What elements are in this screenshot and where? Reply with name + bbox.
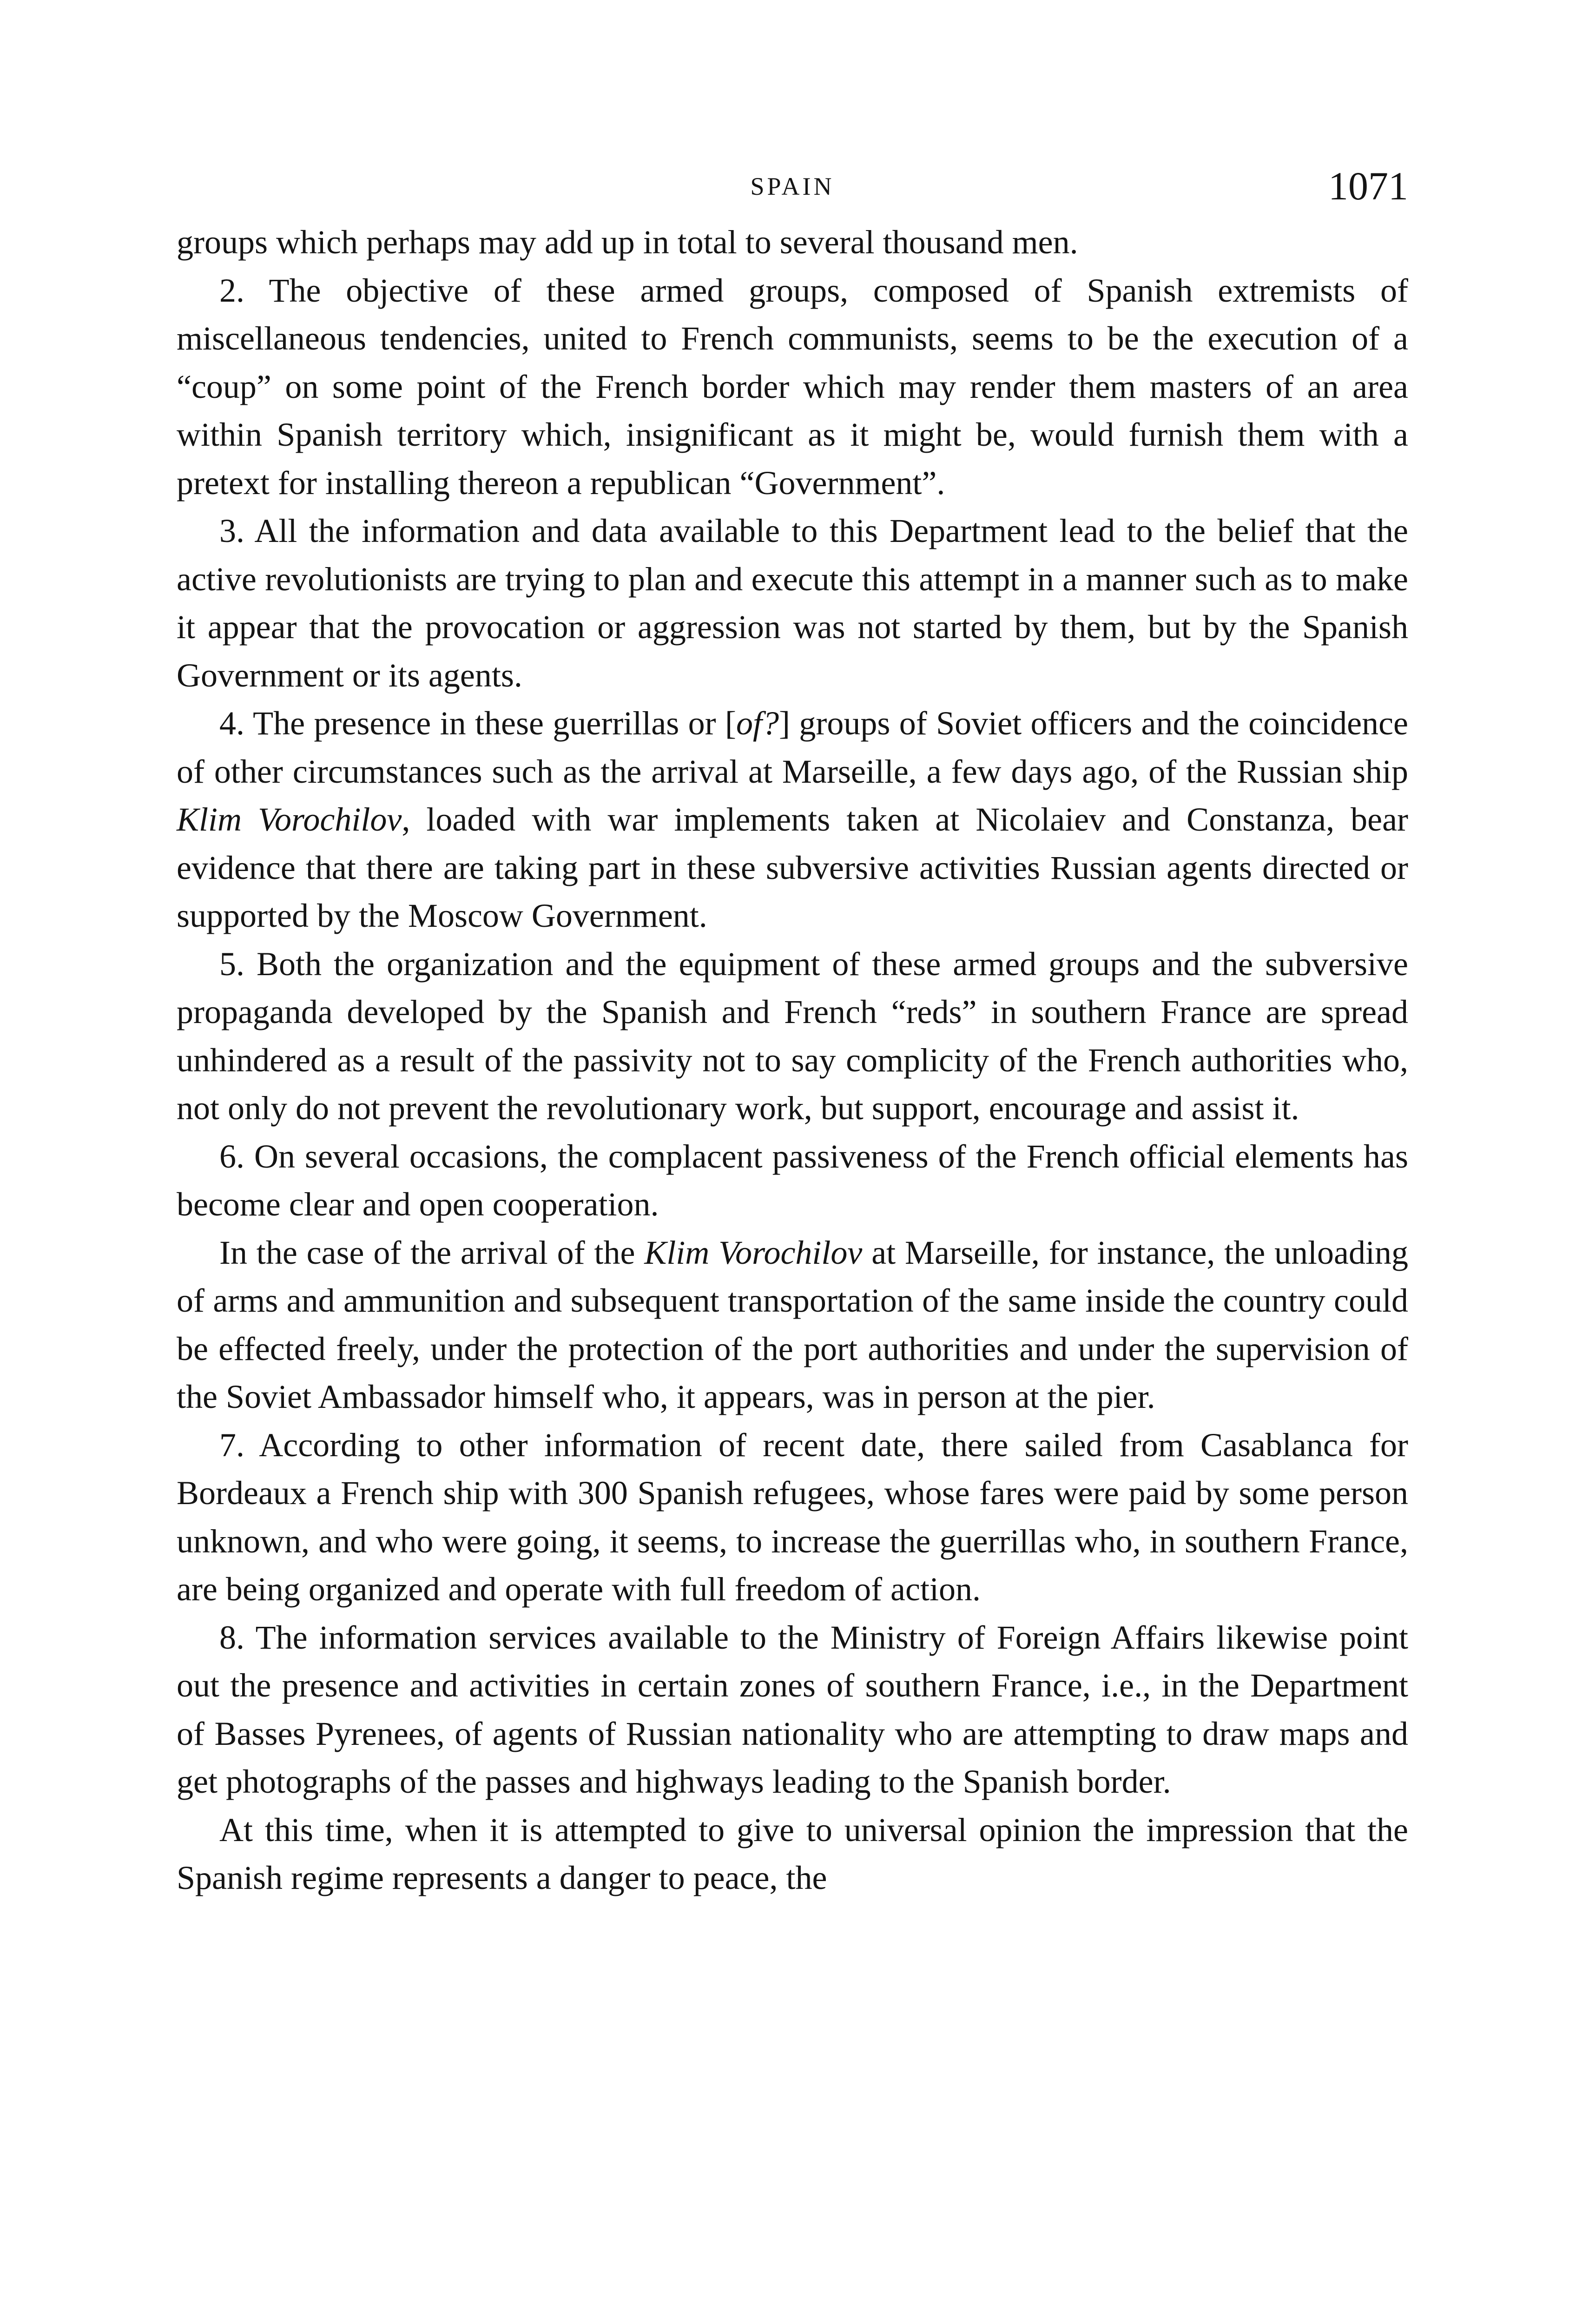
page-number: 1071 bbox=[1328, 164, 1408, 208]
paragraph-4-part-c: ] groups of Soviet officers and the coincidence of other circumstances such as the arrival at Marseille, a few days ago, of the Russian ship bbox=[177, 705, 1408, 790]
paragraph-6-example-part-a: In the case of the arrival of the bbox=[219, 1234, 645, 1271]
paragraph-closing: At this time, when it is attempted to give to universal opinion the impression that the Spanish regime represents a danger to peace, the bbox=[177, 1811, 1408, 1896]
document-page bbox=[177, 163, 1408, 1902]
ship-name: Klim Vorochilov bbox=[644, 1234, 863, 1271]
editorial-insertion: of? bbox=[736, 705, 779, 742]
paragraph-6-example bbox=[177, 1229, 1408, 1421]
running-head bbox=[177, 163, 1408, 218]
paragraph-5: 5. Both the organization and the equipment of these armed groups and the subversive propaganda developed by the Spanish and French “reds” in southern France are spread unhindered as a result of the passivity not to say complicity of the French authorities who, not only do not prevent the revolutionary work, but support, encourage and assist it. bbox=[177, 945, 1408, 1127]
running-title: SPAIN bbox=[750, 172, 835, 200]
paragraph-2: 2. The objective of these armed groups, composed of Spanish extremists of miscellaneous tendencies, united to French communists, seems to be the execution of a “coup” on some point of the French border which may render them masters of an area within Spanish territory which, insignificant as it might be, would furnish them with a pretext for installing thereon a republican “Government”. bbox=[177, 271, 1408, 502]
paragraph-4-part-e: , loaded with war implements taken at Nicolaiev and Constanza, bear evidence that there are taking part in these subversive activities Russian agents directed or supported by the Moscow Government. bbox=[177, 801, 1409, 934]
paragraph-4 bbox=[177, 700, 1408, 940]
paragraph-3: 3. All the information and data available to this Department lead to the belief that the active revolutionists are trying to plan and execute this attempt in a manner such as to make it appear that the provocation or aggression was not started by them, but by the Spanish Government or its agents. bbox=[177, 512, 1408, 694]
paragraph-6-example-part-c: at Marseille, for instance, the unloading of arms and ammunition and subsequent transportation of the same inside the country could be effected freely, under the protection of the port authorities and under the supervision of the Soviet Ambassador himself who, it appears, was in person at the pier. bbox=[177, 1234, 1409, 1415]
paragraph-8: 8. The information services available to the Ministry of Foreign Affairs likewise point out the presence and activities in certain zones of southern France, i.e., in the Department of Basses Pyrenees, of agents of Russian nationality who are attempting to draw maps and get photographs of the passes and highways leading to the Spanish border. bbox=[177, 1618, 1408, 1800]
paragraph-7: 7. According to other information of recent date, there sailed from Casablanca for Bordeaux a French ship with 300 Spanish refugees, whose fares were paid by some person unknown, and who were going, it seems, to increase the guerrillas who, in southern France, are being organized and operate with full freedom of action. bbox=[177, 1426, 1408, 1608]
paragraph-6: 6. On several occasions, the complacent passiveness of the French official elements has become clear and open cooperation. bbox=[177, 1137, 1408, 1223]
paragraph-4-part-a: 4. The presence in these guerrillas or [ bbox=[219, 705, 736, 742]
body-text bbox=[177, 218, 1408, 1902]
paragraph-continuation: groups which perhaps may add up in total to several thousand men. bbox=[177, 224, 1078, 261]
ship-name: Klim Vorochilov bbox=[177, 801, 402, 838]
